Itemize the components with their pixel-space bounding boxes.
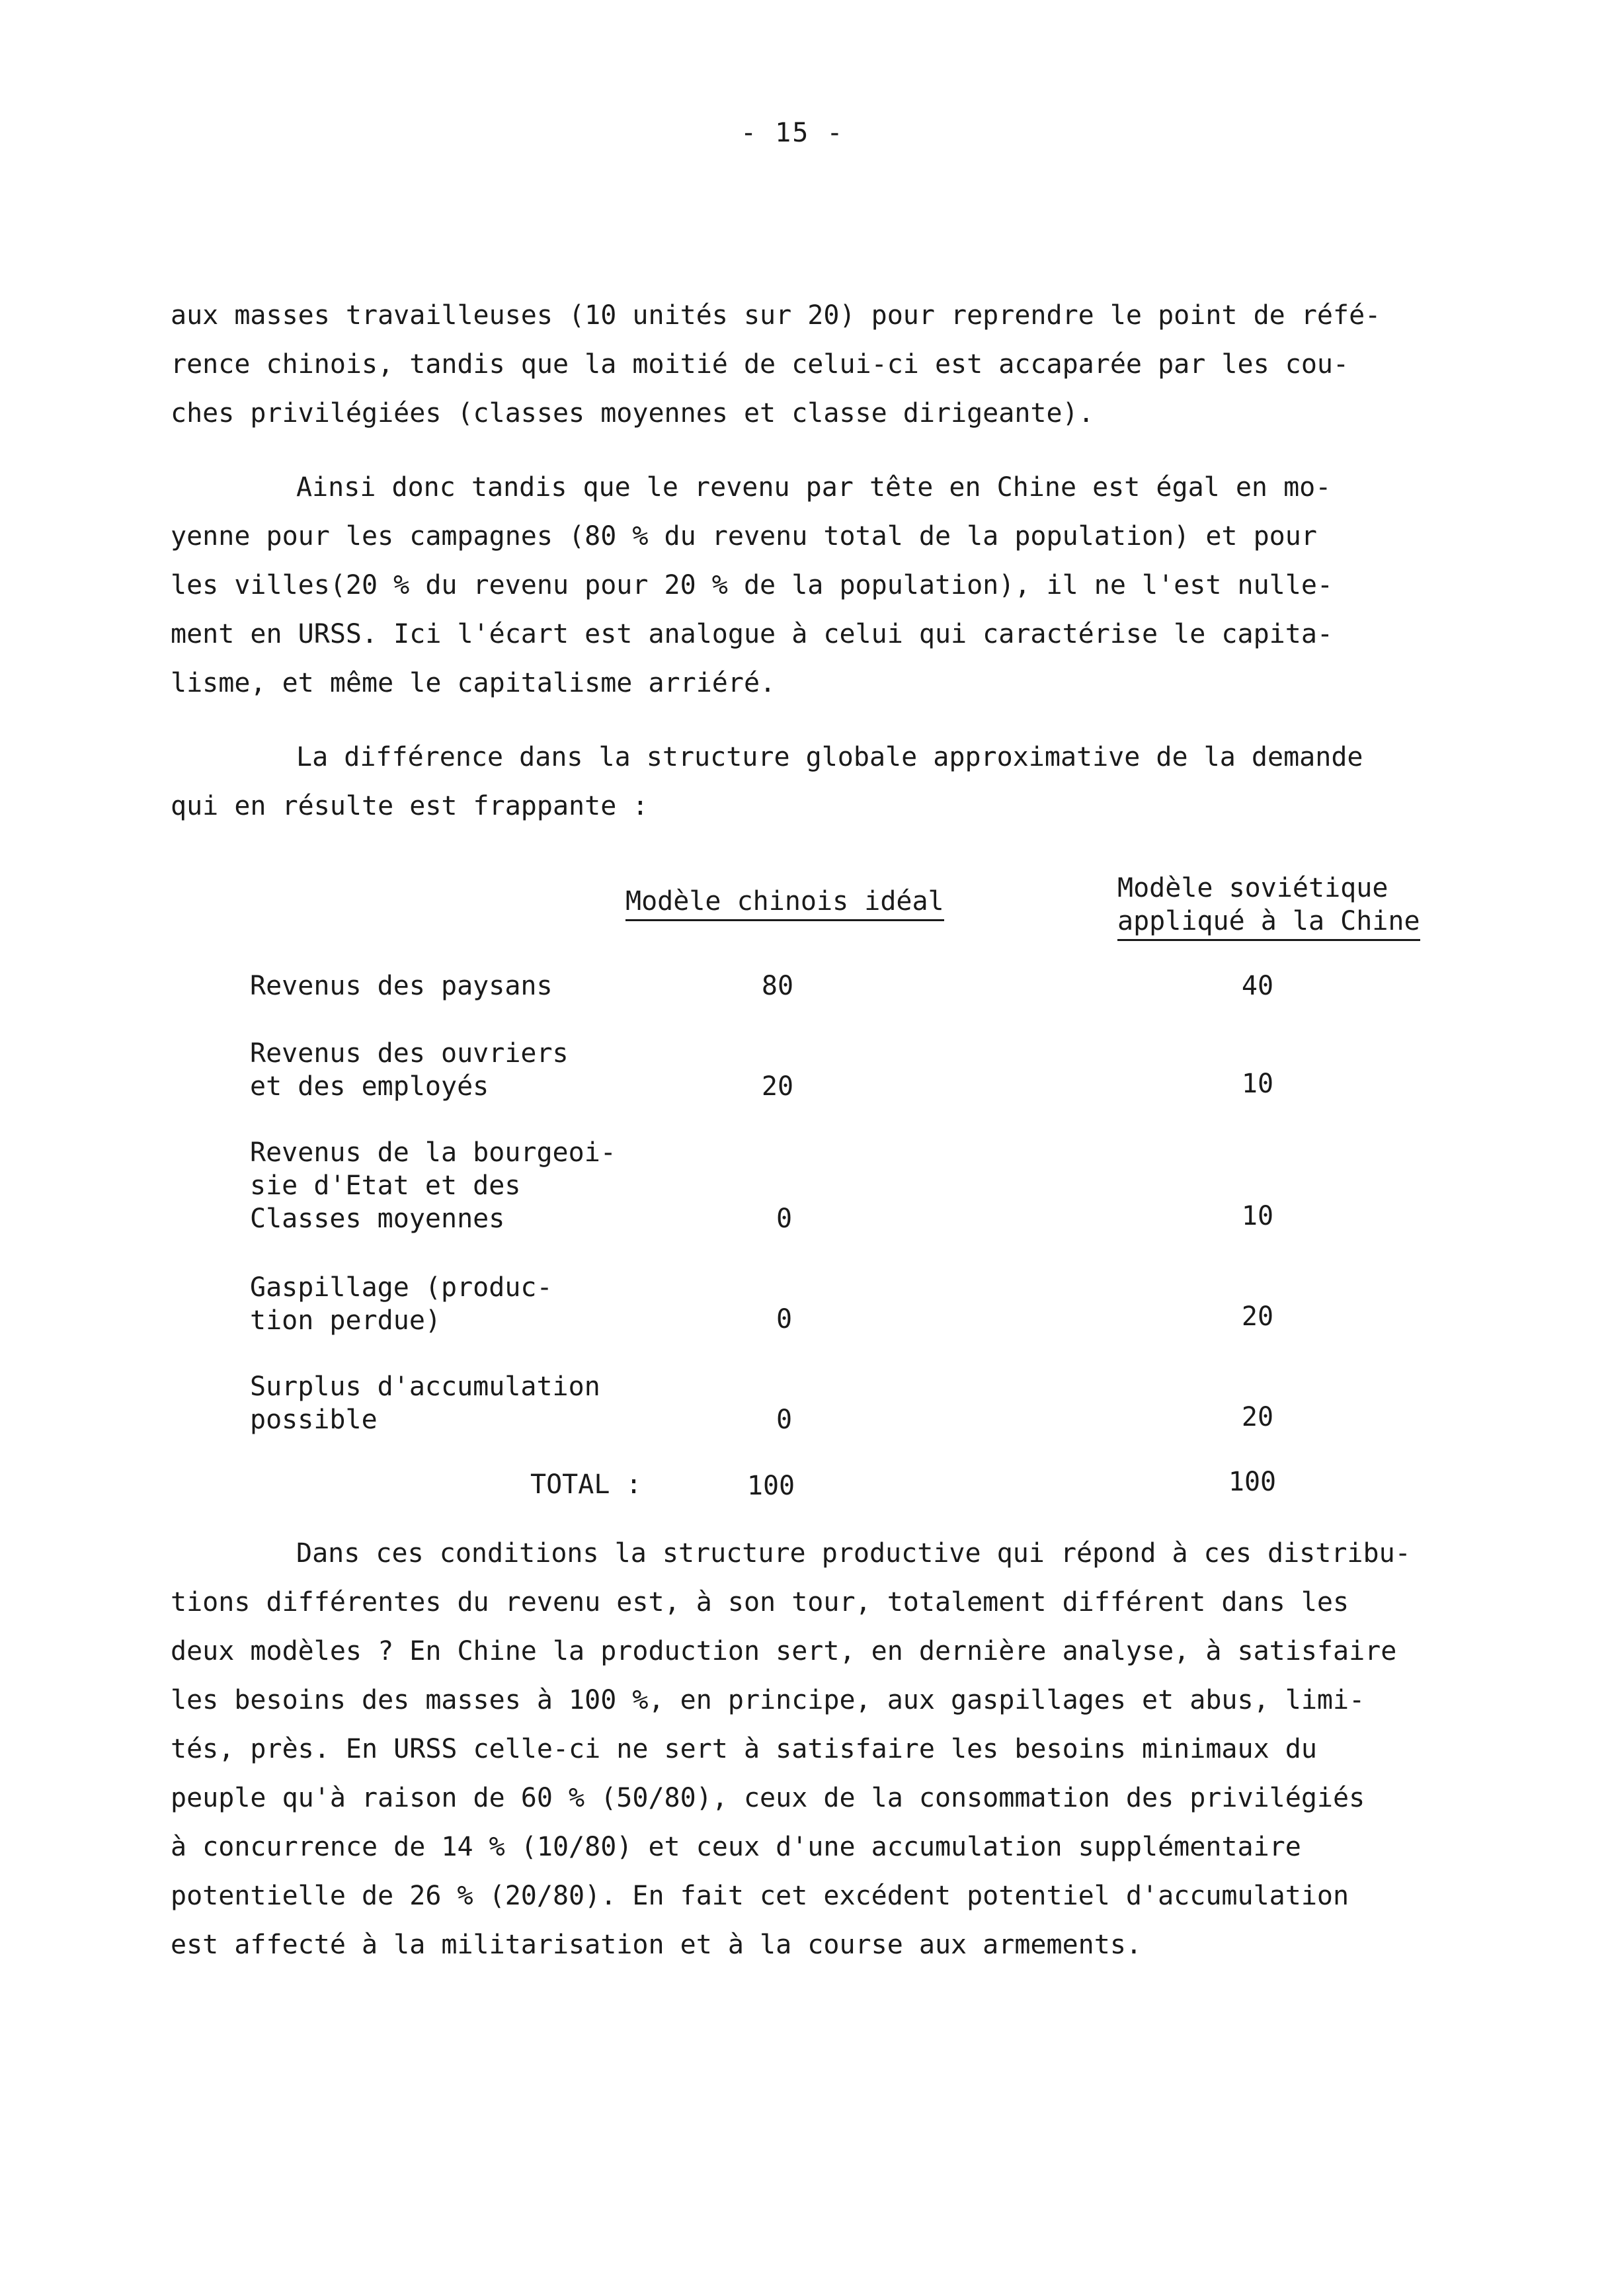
table-header-sovietique-line1: Modèle soviétique	[1117, 873, 1388, 903]
page-number: - 15 -	[741, 118, 844, 148]
table-cell-sovietique: 10	[1241, 1201, 1274, 1231]
table-row-label: Revenus des paysans	[250, 971, 553, 1001]
text-line: ches privilégiées (classes moyennes et classe dirigeante).	[171, 398, 1094, 429]
table-row-label: Revenus de la bourgeoi- sie d'Etat et des Classes moyennes	[250, 1137, 616, 1234]
text-line: potentielle de 26 % (20/80). En fait cet excédent potentiel d'accumulation	[171, 1881, 1349, 1911]
table-cell-sovietique: 10	[1241, 1069, 1274, 1099]
text-line: tés, près. En URSS celle-ci ne sert à satisfaire les besoins minimaux du	[171, 1734, 1317, 1764]
text-line: est affecté à la militarisation et à la course aux armements.	[171, 1930, 1143, 1960]
paragraph-4	[171, 1529, 1414, 1969]
table-cell-sovietique: 20	[1241, 1402, 1274, 1432]
text-line: tions différentes du revenu est, à son tour, totalement différent dans les	[171, 1587, 1349, 1618]
table-row-label: Gaspillage (produc- tion perdue)	[250, 1272, 553, 1336]
table-cell-chinois: 0	[776, 1304, 793, 1334]
table-row-label: Revenus des ouvriers et des employés	[250, 1038, 569, 1102]
text-line: les besoins des masses à 100 %, en principe, aux gaspillages et abus, limi-	[171, 1685, 1365, 1715]
text-line: yenne pour les campagnes (80 % du revenu total de la population) et pour	[171, 521, 1317, 552]
table-cell-chinois: 20	[761, 1071, 794, 1102]
text-line: rence chinois, tandis que la moitié de celui-ci est accaparée par les cou-	[171, 349, 1349, 380]
table-cell-sovietique: 20	[1241, 1301, 1274, 1332]
text-line: Ainsi donc tandis que le revenu par tête en Chine est égal en mo-	[296, 472, 1332, 503]
paragraph-3	[171, 733, 1414, 831]
text-line: aux masses travailleuses (10 unités sur 20) pour reprendre le point de réfé-	[171, 300, 1381, 331]
text-line: à concurrence de 14 % (10/80) et ceux d'une accumulation supplémentaire	[171, 1832, 1301, 1862]
table-cell-sovietique: 40	[1241, 971, 1274, 1001]
text-line: lisme, et même le capitalisme arriéré.	[171, 668, 776, 698]
text-line: deux modèles ? En Chine la production sert, en dernière analyse, à satisfaire	[171, 1636, 1397, 1666]
text-line: qui en résulte est frappante :	[171, 791, 649, 821]
text-line: La différence dans la structure globale approximative de la demande	[296, 742, 1363, 772]
text-line: peuple qu'à raison de 60 % (50/80), ceux de la consommation des privilégiés	[171, 1783, 1365, 1813]
text-line: ment en URSS. Ici l'écart est analogue à celui qui caractérise le capita-	[171, 619, 1333, 649]
table-cell-chinois: 0	[776, 1204, 793, 1234]
paragraph-2	[171, 463, 1414, 708]
paragraph-1	[171, 291, 1414, 438]
table-total-label: TOTAL :	[530, 1469, 642, 1500]
table-row-label: Surplus d'accumulation possible	[250, 1372, 600, 1435]
table-total-chinois: 100	[746, 1471, 795, 1501]
table-total-sovietique: 100	[1228, 1467, 1277, 1497]
table-header-chinois-text: Modèle chinois idéal	[625, 886, 944, 921]
table-header-chinois	[625, 885, 944, 918]
text-line: les villes(20 % du revenu pour 20 % de la population), il ne l'est nulle-	[171, 570, 1333, 600]
table-header-sovietique	[1117, 872, 1420, 938]
table-header-sovietique-line2: appliqué à la Chine	[1117, 906, 1420, 941]
text-line: Dans ces conditions la structure productive qui répond à ces distribu-	[296, 1538, 1411, 1569]
table-cell-chinois: 80	[761, 971, 794, 1001]
table-cell-chinois: 0	[776, 1405, 793, 1435]
